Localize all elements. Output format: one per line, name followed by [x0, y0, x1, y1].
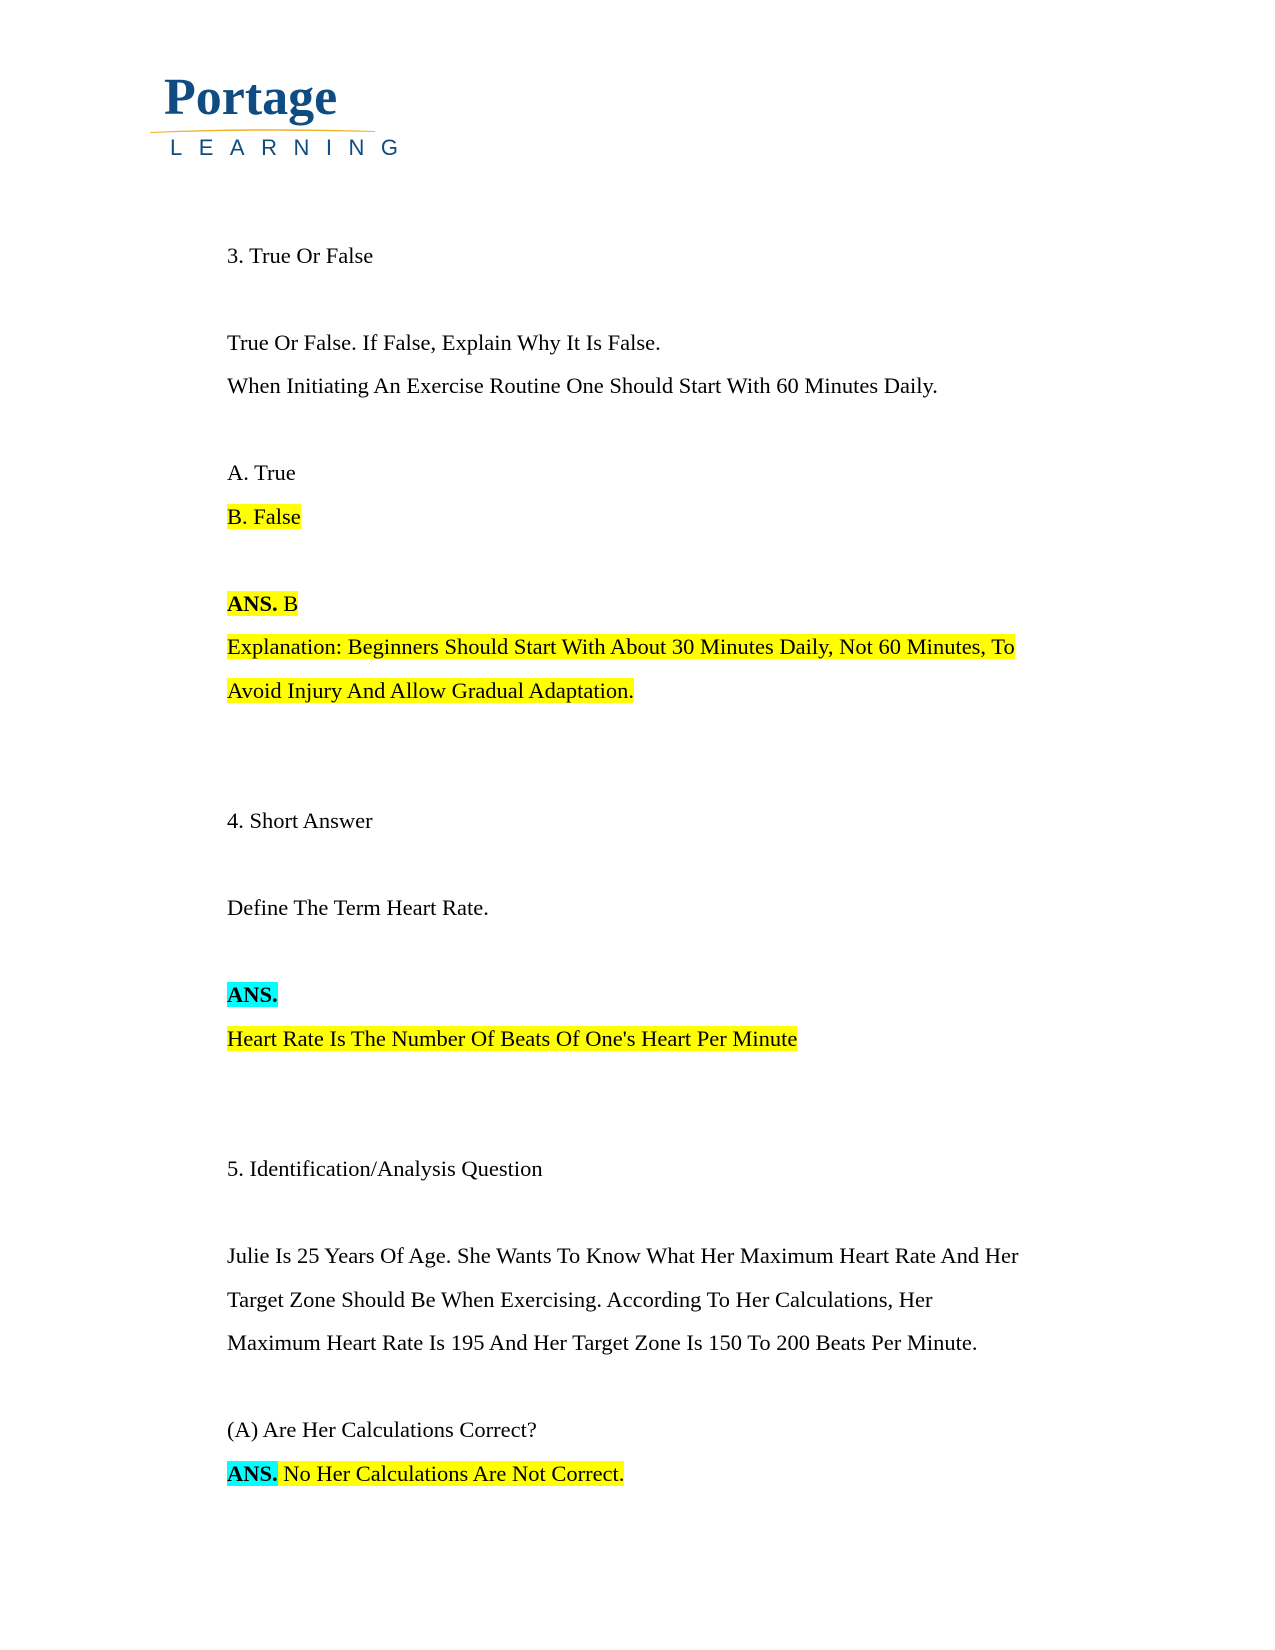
- question-3-prompt-2: When Initiating An Exercise Routine One Should Start With 60 Minutes Daily.: [227, 373, 938, 398]
- portage-learning-logo: [150, 68, 415, 163]
- question-3-title: 3. True Or False: [227, 243, 374, 268]
- question-3-answer: [227, 591, 298, 616]
- explanation-line-1: Explanation: Beginners Should Start With About 30 Minutes Daily, Not 60 Minutes, To: [227, 634, 1015, 659]
- question-5-answer-text: No Her Calculations Are Not Correct.: [277, 1461, 625, 1486]
- question-5-paragraph-3: Maximum Heart Rate Is 195 And Her Target Zone Is 150 To 200 Beats Per Minute.: [227, 1330, 978, 1355]
- question-5-part-a: (A) Are Her Calculations Correct?: [227, 1417, 537, 1442]
- option-a: A. True: [227, 460, 296, 485]
- question-4-answer-label: ANS.: [227, 982, 278, 1007]
- logo-subtitle: LEARNING: [170, 135, 415, 160]
- answer-label: ANS.: [227, 591, 278, 616]
- logo-wordmark: Portage: [164, 69, 338, 126]
- question-5-answer-label: ANS.: [227, 1461, 278, 1486]
- question-4-answer: Heart Rate Is The Number Of Beats Of One's Heart Per Minute: [227, 1026, 798, 1051]
- question-3-prompt-1: True Or False. If False, Explain Why It Is False.: [227, 330, 661, 355]
- option-b-highlighted: B. False: [227, 504, 301, 529]
- question-5-title: 5. Identification/Analysis Question: [227, 1156, 543, 1181]
- logo-swoosh-icon: [150, 128, 375, 134]
- question-5-paragraph-2: Target Zone Should Be When Exercising. According To Her Calculations, Her: [227, 1287, 933, 1312]
- question-4-prompt: Define The Term Heart Rate.: [227, 895, 489, 920]
- question-4-title: 4. Short Answer: [227, 808, 373, 833]
- answer-value: B: [277, 591, 299, 616]
- question-5-paragraph-1: Julie Is 25 Years Of Age. She Wants To Know What Her Maximum Heart Rate And Her: [227, 1243, 1019, 1268]
- explanation-line-2: Avoid Injury And Allow Gradual Adaptation.: [227, 678, 635, 703]
